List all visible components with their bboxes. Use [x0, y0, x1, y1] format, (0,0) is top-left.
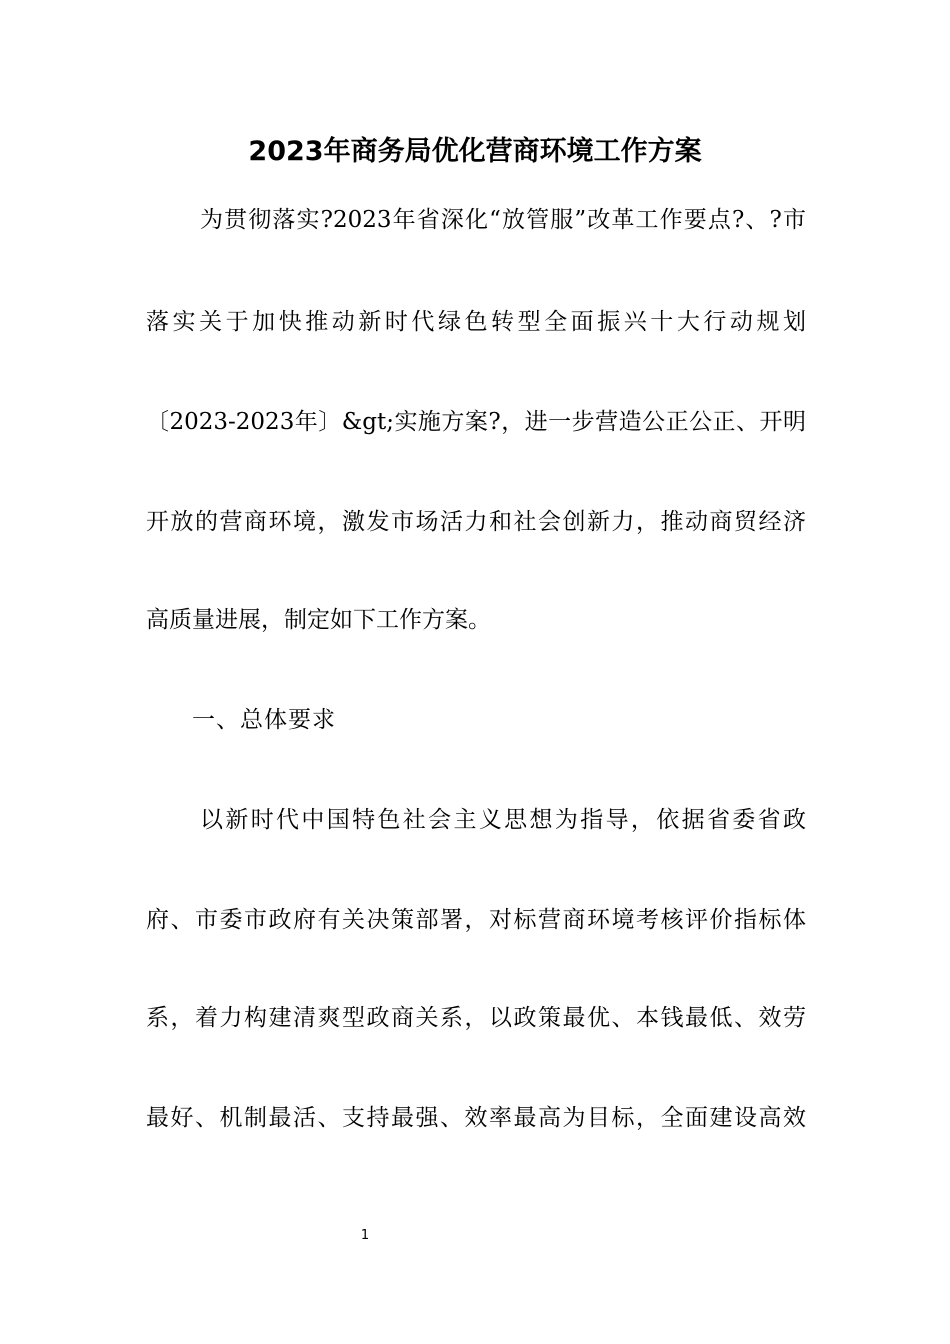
page-number: 1	[360, 1228, 370, 1243]
document-title: 2023年商务局优化营商环境工作方案	[248, 136, 702, 167]
section-heading: 一、总体要求	[192, 707, 336, 733]
intro-line-1: 为贯彻落实?2023年省深化“放管服”改革工作要点?、?市	[200, 207, 806, 233]
body-line-3: 系，着力构建清爽型政商关系，以政策最优、本钱最低、效劳	[146, 1005, 806, 1031]
intro-line-3: 〔2023-2023年〕&gt;实施方案?，进一步营造公正公正、开明	[146, 409, 806, 435]
body-line-2: 府、市委市政府有关决策部署，对标营商环境考核评价指标体	[146, 907, 806, 933]
intro-line-4: 开放的营商环境，激发市场活力和社会创新力，推动商贸经济	[146, 509, 806, 535]
body-line-4: 最好、机制最活、支持最强、效率最高为目标，全面建设高效	[146, 1105, 806, 1131]
intro-line-2: 落实关于加快推动新时代绿色转型全面振兴十大行动规划	[146, 309, 806, 335]
intro-line-5: 高质量进展，制定如下工作方案。	[146, 607, 491, 633]
body-line-1: 以新时代中国特色社会主义思想为指导，依据省委省政	[200, 807, 806, 833]
